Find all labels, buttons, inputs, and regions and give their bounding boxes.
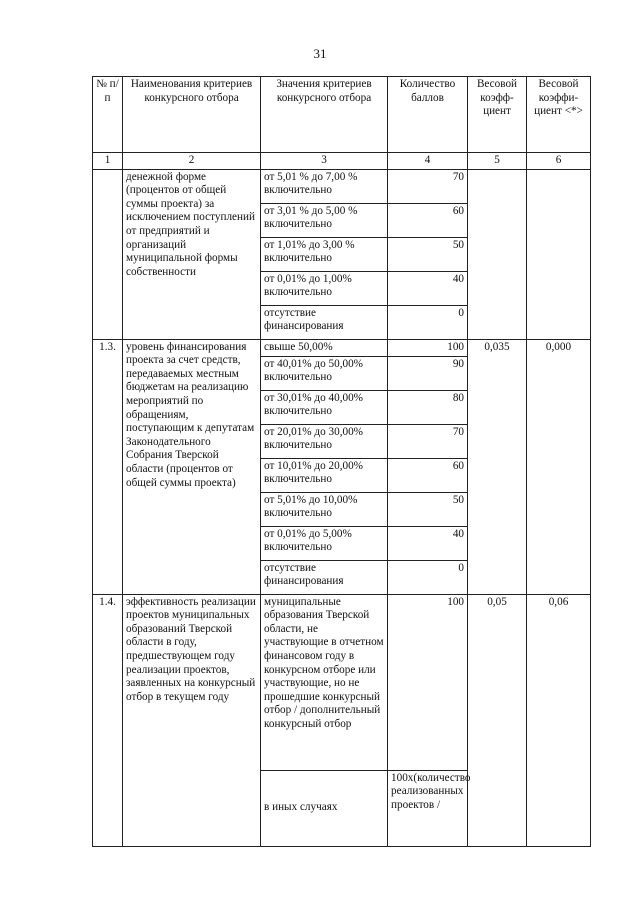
weight-cell: 0,035 [468, 339, 527, 594]
header-criterion-name: Наименования критериев конкурсного отбора [123, 77, 261, 153]
column-index: 6 [527, 153, 591, 170]
criterion-value: отсутствие финансирования [261, 560, 388, 594]
criteria-table [92, 76, 591, 847]
row-number [93, 169, 123, 339]
criterion-value: от 20,01% до 30,00% включительно [261, 424, 388, 458]
points-cell: 60 [388, 203, 468, 237]
column-index: 3 [261, 153, 388, 170]
points-cell: 60 [388, 458, 468, 492]
criterion-value: от 30,01% до 40,00% включительно [261, 390, 388, 424]
header-number: № п/п [93, 77, 123, 153]
points-cell: 100 [388, 594, 468, 770]
column-index: 5 [468, 153, 527, 170]
points-cell: 70 [388, 424, 468, 458]
criterion-name: эффективность реализации проектов муниципальных образований Тверской области в году, предшествующем году реализации проектов, заявленных на конкурсный отбор в текущем году [123, 594, 261, 846]
header-weight-star: Весовой коэффи-циент <*> [527, 77, 591, 153]
column-index: 2 [123, 153, 261, 170]
header-criterion-value: Значения критериев конкурсного отбора [261, 77, 388, 153]
row-number: 1.4. [93, 594, 123, 846]
table-row [93, 594, 591, 770]
points-cell: 0 [388, 560, 468, 594]
criterion-value: муниципальные образования Тверской области, не участвующие в отчетном финансовом году в конкурсном отборе или участвующие, но не прошедшие конкурсный отбор / дополнительный конкурсный отбор [261, 594, 388, 770]
row-number: 1.3. [93, 339, 123, 594]
points-cell: 90 [388, 356, 468, 390]
criterion-value: от 0,01% до 1,00% включительно [261, 271, 388, 305]
points-cell: 100 [388, 339, 468, 356]
header-weight: Весовой коэфф-циент [468, 77, 527, 153]
criterion-value: свыше 50,00% [261, 339, 388, 356]
criterion-value: от 0,01% до 5,00% включительно [261, 526, 388, 560]
header-points: Количество баллов [388, 77, 468, 153]
column-index: 4 [388, 153, 468, 170]
criterion-value: от 40,01% до 50,00% включительно [261, 356, 388, 390]
criterion-name: уровень финансирования проекта за счет средств, передаваемых местным бюджетам на реализацию мероприятий по обращениям, поступающим к депутатам Законодательного Собрания Тверской области (процентов от общей суммы проекта) [123, 339, 261, 594]
criterion-value: отсутствие финансирования [261, 305, 388, 339]
weight-star-cell: 0,06 [527, 594, 591, 846]
weight-star-cell: 0,000 [527, 339, 591, 594]
points-cell: 40 [388, 526, 468, 560]
page-number: 31 [313, 46, 327, 61]
points-cell: 40 [388, 271, 468, 305]
criterion-value: от 1,01% до 3,00 % включительно [261, 237, 388, 271]
criterion-name: денежной форме (процентов от общей суммы проекта) за исключением поступлений от предприятий и организаций муниципальной формы собственности [123, 169, 261, 339]
weight-cell [468, 169, 527, 339]
points-cell: 70 [388, 169, 468, 203]
weight-cell: 0,05 [468, 594, 527, 846]
weight-star-cell [527, 169, 591, 339]
column-index-row [93, 153, 591, 170]
points-cell: 80 [388, 390, 468, 424]
table-header-row [93, 77, 591, 153]
table-row [93, 169, 591, 203]
criterion-value: от 5,01% до 10,00% включительно [261, 492, 388, 526]
criterion-value: в иных случаях [261, 770, 388, 846]
column-index: 1 [93, 153, 123, 170]
points-cell: 50 [388, 492, 468, 526]
criterion-value: от 10,01% до 20,00% включительно [261, 458, 388, 492]
points-cell: 100х(количество реализованных проектов / [388, 770, 468, 846]
table-row [93, 339, 591, 356]
criterion-value: от 3,01 % до 5,00 % включительно [261, 203, 388, 237]
points-cell: 0 [388, 305, 468, 339]
points-cell: 50 [388, 237, 468, 271]
criterion-value: от 5,01 % до 7,00 % включительно [261, 169, 388, 203]
